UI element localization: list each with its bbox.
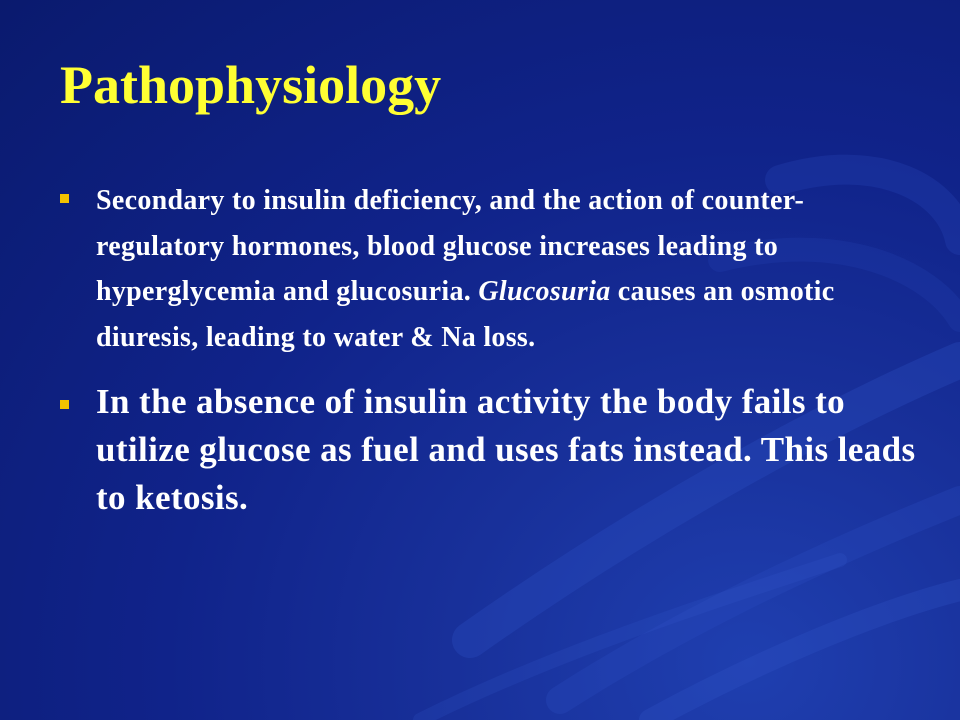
bullet-text bbox=[96, 178, 920, 360]
bullet-item-insulin-deficiency bbox=[60, 178, 920, 360]
bullet-text: In the absence of insulin activity the body fails to utilize glucose as fuel and uses fats instead. This leads to ketosis. bbox=[96, 382, 916, 517]
bullet-text-part: Secondary to insulin deficiency, and the action of counter-regulatory hormones, blood glucose increases leading to hyperglycemia and glucosuria. bbox=[96, 185, 805, 307]
square-bullet-icon bbox=[60, 194, 69, 203]
bullet-text-part: causes an osmotic diuresis, leading to water & Na loss. bbox=[96, 276, 835, 353]
bullet-list bbox=[60, 178, 920, 522]
square-bullet-icon bbox=[60, 400, 69, 409]
bullet-item-ketosis bbox=[60, 378, 920, 522]
slide-title: Pathophysiology bbox=[60, 55, 442, 115]
italic-term-glucosuria: Glucosuria bbox=[478, 276, 611, 307]
